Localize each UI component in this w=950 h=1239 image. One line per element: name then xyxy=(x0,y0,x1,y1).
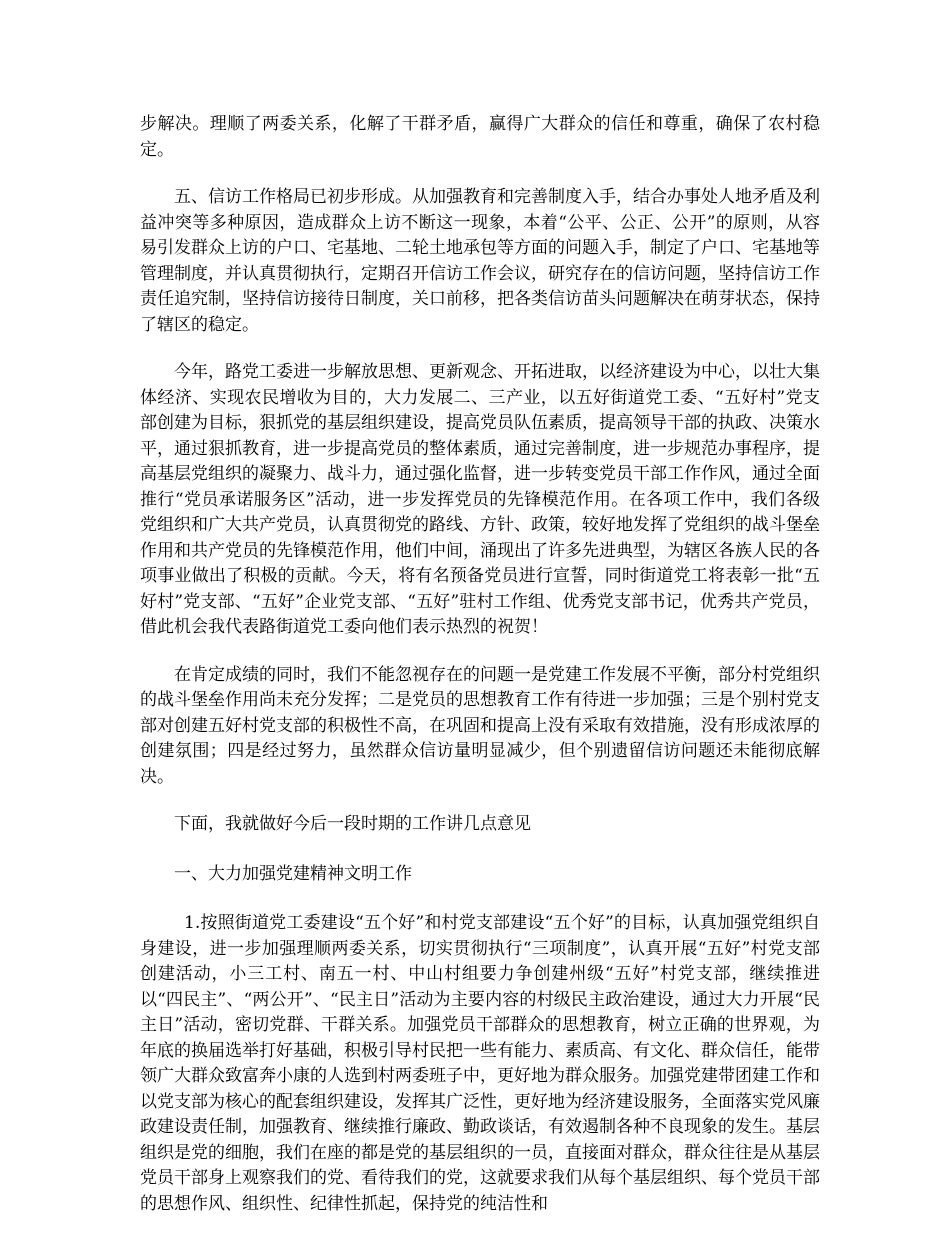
paragraph-problems: 在肯定成绩的同时，我们不能忽视存在的问题一是党建工作发展不平衡，部分村党组织的战斗堡垒作用尚未充分发挥；二是党员的思想教育工作有待进一步加强；三是个别村党支部对创建五好村党支部的积极性不高，在巩固和提高上没有采取有效措施，没有形成浓厚的创建氛围；四是经过努力，虽然群众信访量明显减少，但个别遗留信访问题还未能彻底解决。 xyxy=(140,664,820,787)
paragraph-item-1: 1.按照街道党工委建设“五个好”和村党支部建设“五个好”的目标，认真加强党组织自身建设，进一步加强理顺两委关系，切实贯彻执行“三项制度”，认真开展“五好”村党支部创建活动，小三工村、南五一村、中山村组要力争创建州级“五好”村党支部，继续推进以“四民主”、“两公开”、“民主日”活动为主要内容的村级民主政治建设，通过大力开展“民主日”活动，密切党群、干群关系。加强党员干部群众的思想教育，树立正确的世界观，为年底的换届选举打好基础，积极引导村民把一些有能力、素质高、有文化、群众信任，能带领广大群众致富奔小康的人选到村两委班子中，更好地为群众服务。加强党建带团建工作和以党支部为核心的配套组织建设，发挥其广泛性，更好地为经济建设服务，全面落实党风廉政建设责任制，加强教育、继续推行廉政、勤政谈话，有效遏制各种不良现象的发生。基层组织是党的细胞，我们在座的都是党的基层组织的一员，直接面对群众，群众往往是从基层党员干部身上观察我们的党、看待我们的党，这就要求我们从每个基层组织、每个党员干部的思想作风、组织性、纪律性抓起，保持党的纯洁性和 xyxy=(140,913,820,1214)
paragraph-continuation: 步解决。理顺了两委关系，化解了干群矛盾，赢得广大群众的信任和尊重，确保了农村稳定。 xyxy=(140,114,820,160)
document-body xyxy=(140,112,820,1239)
section-heading-party-building: 一、大力加强党建精神文明工作 xyxy=(174,863,412,884)
paragraph-petition-work: 五、信访工作格局已初步形成。从加强教育和完善制度入手，结合办事处人地矛盾及利益冲突等多种原因，造成群众上访不断这一现象，本着“公平、公正、公开”的原则，从容易引发群众上访的户口、宅基地、二轮土地承包等方面的问题入手，制定了户口、宅基地等管理制度，并认真贯彻执行，定期召开信访工作会议，研究存在的信访问题，坚持信访工作责任追究制，坚持信访接待日制度，关口前移，把各类信访苗头问题解决在萌芽状态，保持了辖区的稳定。 xyxy=(140,187,820,335)
paragraph-opinions-intro: 下面，我就做好今后一段时期的工作讲几点意见 xyxy=(174,814,531,834)
paragraph-this-year: 今年，路党工委进一步解放思想、更新观念、开拓进取，以经济建设为中心，以壮大集体经济、实现农民增收为目的，大力发展二、三产业，以五好街道党工委、“五好村”党支部创建为目标，狠抓党的基层组织建设，提高党员队伍素质，提高领导干部的执政、决策水平，通过狠抓教育，进一步提高党员的整体素质，通过完善制度，进一步规范办事程序，提高基层党组织的凝聚力、战斗力，通过强化监督，进一步转变党员干部工作作风，通过全面推行“党员承诺服务区”活动，进一步发挥党员的先锋模范作用。在各项工作中，我们各级党组织和广大共产党员，认真贯彻党的路线、方针、政策，较好地发挥了党组织的战斗堡垒作用和共产党员的先锋模范作用，他们中间，涌现出了许多先进典型，为辖区各族人民的各项事业做出了积极的贡献。今天，将有名预备党员进行宣誓，同时街道党工将表彰一批“五好村”党支部、“五好”企业党支部、“五好”驻村工作组、优秀党支部书记，优秀共产党员，借此机会我代表路街道党工委向他们表示热烈的祝贺！ xyxy=(140,362,820,637)
